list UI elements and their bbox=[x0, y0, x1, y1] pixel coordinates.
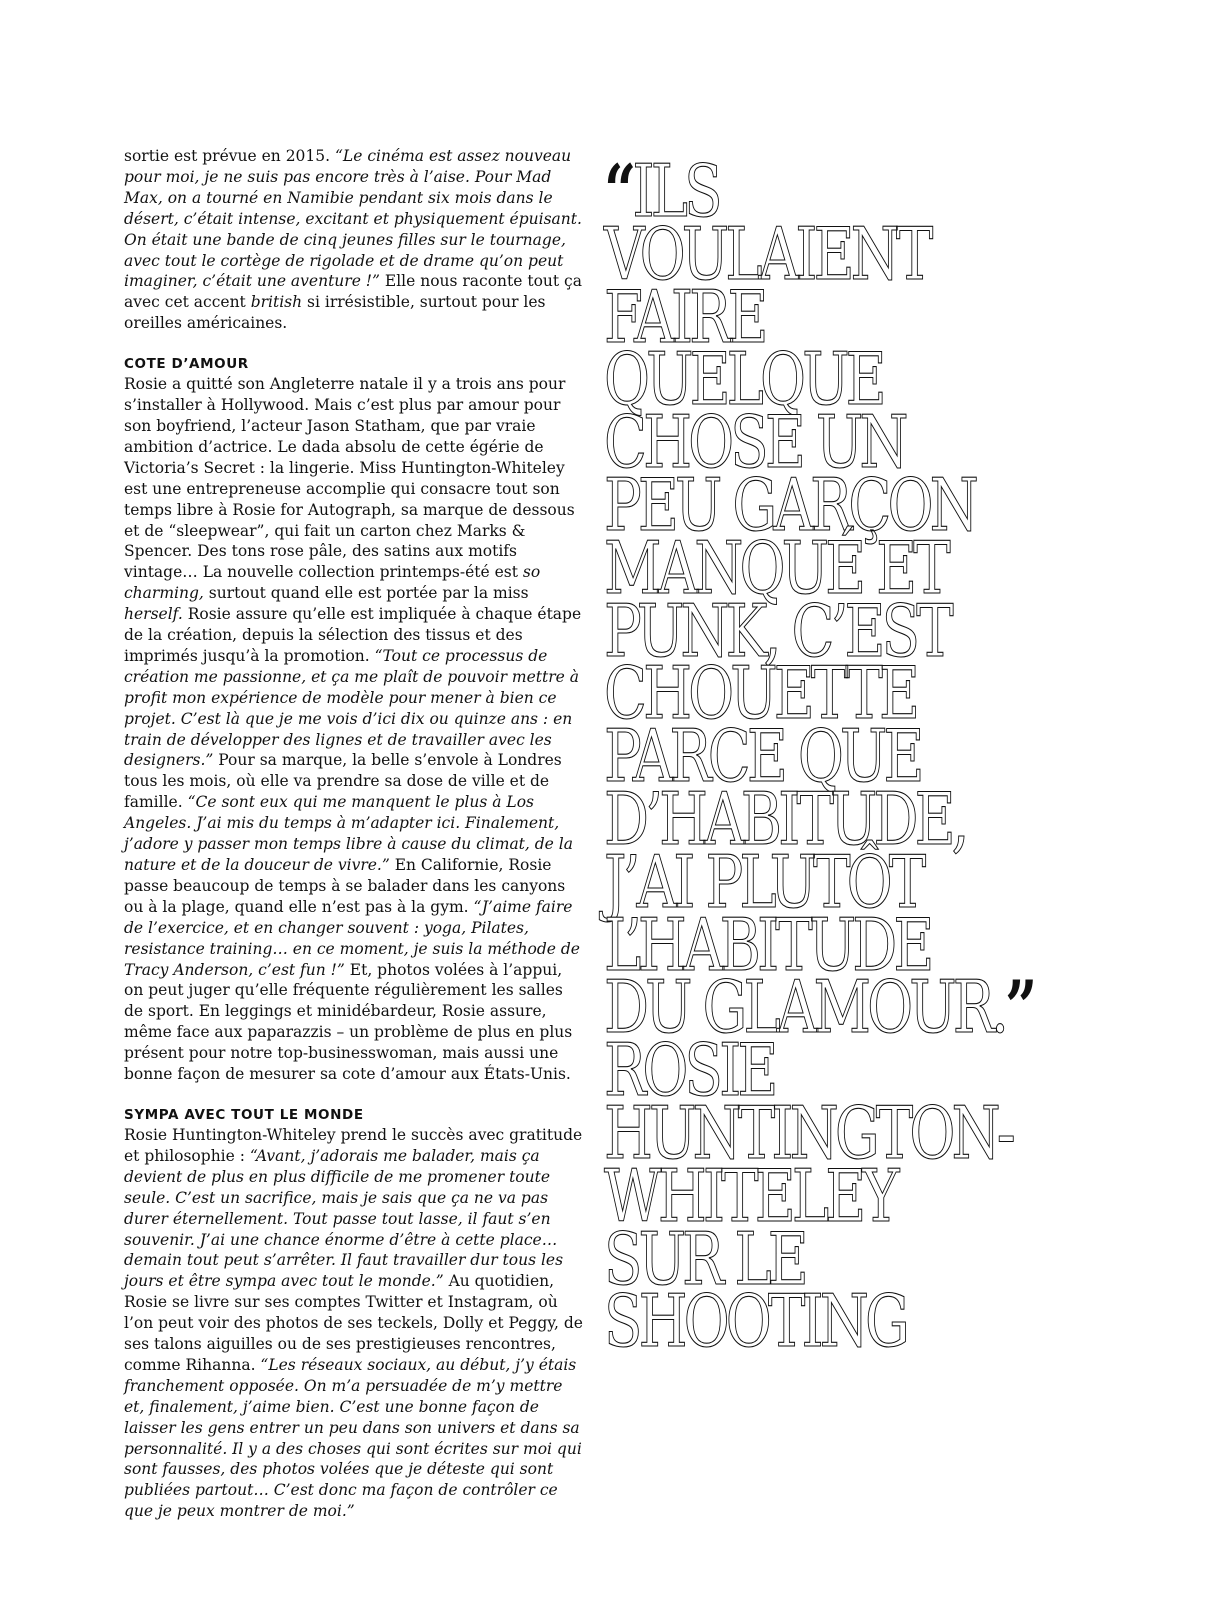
section1-italic-2: herself. bbox=[124, 605, 183, 624]
attribution-line: ROSIE bbox=[604, 1028, 775, 1113]
attribution-line: SHOOTING bbox=[604, 1279, 906, 1364]
close-quote-mark: ” bbox=[1005, 964, 1034, 1050]
attribution-line: SUR LE bbox=[604, 1216, 805, 1301]
intro-quote: “Le cinéma est assez nouveau pour moi, je ne suis pas encore très à l’aise. Pour Mad Max, on a tourné en Namibie pendant six mois dans le désert, c’était intense, excitant et physiquement épuisant. On était une bande de cinq jeunes filles sur le tournage, avec tout le cortège de rigolade et de drame qu’on peut imaginer, c’était une aventure !” bbox=[124, 147, 582, 291]
pull-quote-line-text: DU GLAMOUR. bbox=[604, 965, 1006, 1050]
section1-italic-1: so charming, bbox=[124, 563, 541, 603]
intro-text: sortie est prévue en 2015. bbox=[124, 147, 335, 165]
pull-quote-line: CHOSE UN bbox=[604, 400, 905, 485]
pull-quote-line: J’AI PLUTÔT bbox=[604, 839, 923, 924]
pull-quote-line: PARCE QUE bbox=[604, 714, 921, 799]
attribution-line: HUNTINGTON- bbox=[604, 1090, 1012, 1175]
pull-quote-line: PUNK, C’EST bbox=[604, 588, 950, 673]
section1-text-2: surtout quand elle est portée par la miss bbox=[203, 584, 529, 603]
section2-paragraph bbox=[124, 1125, 584, 1522]
section1-quote-3: “J’aime faire de l’exercice, et en changer souvent : yoga, Pilates, resistance training… en ce moment, je suis la méthode de Tracy Anderson, c’est fun !” bbox=[124, 897, 580, 979]
intro-text-2: Elle nous raconte tout ça avec cet accent bbox=[124, 272, 582, 312]
intro-paragraph bbox=[124, 146, 584, 334]
pull-quote-line: PEU GARÇON bbox=[604, 462, 975, 547]
pull-quote-line: D’HABITUDE, bbox=[604, 776, 966, 861]
pull-quote-line: CHOUETTE bbox=[604, 651, 917, 736]
pull-quote-line: MANQUÉ ET bbox=[604, 525, 947, 610]
pull-quote-line-text: ILS bbox=[632, 149, 719, 233]
section1-quote-2: “Ce sont eux qui me manquent le plus à Los Angeles. J’ai mis du temps à m’adapter ici. Finalement, j’adore y passer mon temps libre à cause du climat, de la nature et de la douceur de vivre.” bbox=[124, 793, 573, 874]
pull-quote-line: VOULAIENT bbox=[604, 211, 930, 296]
pull-quote-line: QUELQUE bbox=[604, 337, 883, 422]
section2-text-1: Rosie Huntington-Whiteley prend le succès avec gratitude et philosophie : bbox=[124, 1125, 583, 1165]
attribution-line: WHITELEY bbox=[604, 1153, 896, 1238]
intro-text-3: si irrésistible, surtout pour les oreilles américaines. bbox=[124, 293, 546, 333]
open-quote-mark: “ bbox=[604, 148, 633, 233]
section2-text-2: Au quotidien, Rosie se livre sur ses comptes Twitter et Instagram, où l’on peut voir des photos de ses teckels, Dolly et Peggy, de ses talons aiguilles ou de ses prestigieuses rencontres, comme Rihanna. bbox=[124, 1272, 583, 1374]
pull-quote-line: FAIRE bbox=[604, 274, 765, 359]
section-heading-sympa: SYMPA AVEC TOUT LE MONDE bbox=[124, 1106, 364, 1123]
pull-quote bbox=[604, 148, 1072, 1364]
section-heading-cote-damour: COTE D’AMOUR bbox=[124, 356, 249, 373]
section1-quote-1: “Tout ce processus de création me passionne, et ça me plaît de pouvoir mettre à profit mon expérience de modèle pour mener à bien ce projet. C’est là que je me vois d’ici dix ou quinze ans : en train de développer des lignes et de travailler avec les designers.” bbox=[124, 646, 580, 770]
pull-quote-line: L’HABITUDE bbox=[604, 902, 931, 987]
section1-text-6: Et, photos volées à l’appui, on peut juger qu’elle fréquente régulièrement les salles de sport. En leggings et minidébardeur, Rosie assure, même face aux paparazzis – un problème de plus en plus présent pour notre top-businesswoman, mais aussi une bonne façon de mesurer sa cote d’amour aux États-Unis. bbox=[124, 960, 573, 1084]
intro-italic-word: british bbox=[250, 293, 303, 312]
section1-text-5: En Californie, Rosie passe beaucoup de temps à se balader dans les canyons ou à la plage, quand elle n’est pas à la gym. bbox=[124, 856, 566, 916]
article-body bbox=[124, 146, 584, 1522]
section1-paragraph bbox=[124, 374, 584, 1085]
section1-text-3: Rosie assure qu’elle est impliquée à chaque étape de la création, depuis la sélection des tissus et des imprimés jusqu’à la promotion. bbox=[124, 605, 582, 665]
section1-text-4: Pour sa marque, la belle s’envole à Londres tous les mois, où elle va prendre sa dose de ville et de famille. bbox=[124, 751, 562, 812]
section2-quote-2: “Les réseaux sociaux, au début, j’y étais franchement opposée. On m’a persuadée de m’y mettre et, finalement, j’aime bien. C’est une bonne façon de laisser les gens entrer un peu dans son univers et dans sa personnalité. Il y a des choses qui sont écrites sur moi qui sont fausses, des photos volées que je déteste qui sont publiées partout… C’est donc ma façon de contrôler ce que je peux montrer de moi.” bbox=[124, 1355, 582, 1521]
section2-quote-1: “Avant, j’adorais me balader, mais ça devient de plus en plus difficile de me promener toute seule. C’est un sacrifice, mais je sais que ça ne va pas durer éternellement. Tout passe tout lasse, il faut s’en souvenir. J’ai une chance énorme d’être à cette place… demain tout peut s’arrêter. Il faut travailler dur tous les jours et être sympa avec tout le monde.” bbox=[124, 1146, 564, 1291]
section1-text-1: Rosie a quitté son Angleterre natale il y a trois ans pour s’installer à Hollywood. Mais c’est plus par amour pour son boyfriend, l’acteur Jason Statham, que par vraie ambition d’actrice. Le dada absolu de cette égérie de Victoria’s Secret : la lingerie. Miss Huntington-Whiteley est une entrepreneuse accomplie qui consacre tout son temps libre à Rosie for Autograph, sa marque de dessous et de “sleepwear”, qui fait un carton chez Marks & Spencer. Des tons rose pâle, des satins aux motifs vintage… La nouvelle collection printemps-été est bbox=[124, 375, 575, 582]
